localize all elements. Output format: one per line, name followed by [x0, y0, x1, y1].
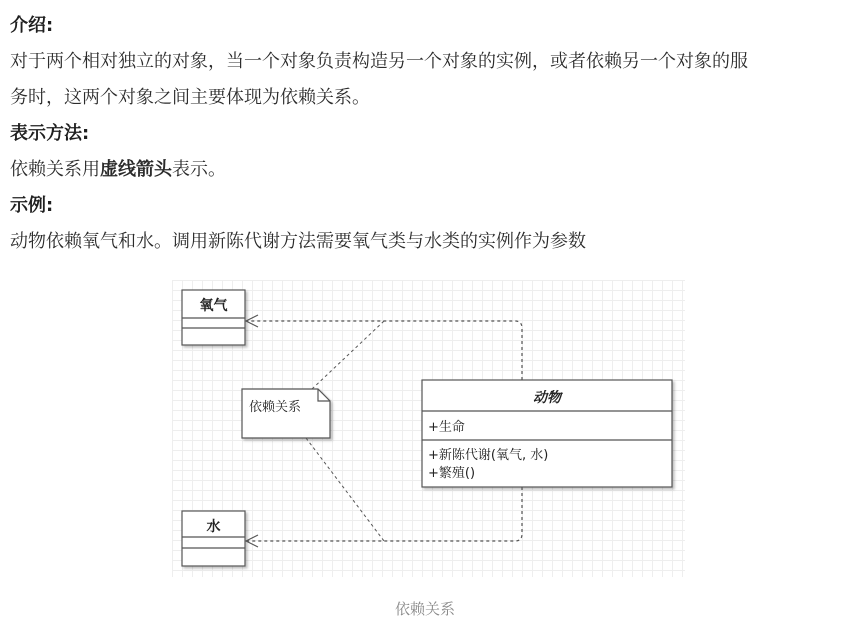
article-text — [10, 8, 840, 260]
animal-attribute: +生命 — [428, 420, 465, 435]
example-heading: 示例: — [10, 195, 54, 216]
example-text: 动物依赖氧气和水。调用新陈代谢方法需要氧气类与水类的实例作为参数 — [10, 231, 586, 252]
notation-prefix: 依赖关系用 — [10, 159, 100, 180]
oxygen-class-name: 氧气 — [199, 298, 228, 314]
diagram-caption: 依赖关系 — [394, 600, 455, 618]
notation-text — [10, 152, 840, 188]
note-text: 依赖关系 — [249, 400, 302, 415]
intro-heading: 介绍: — [10, 15, 54, 36]
notation-bold: 虚线箭头 — [100, 159, 172, 180]
water-class-name: 水 — [206, 519, 221, 535]
dependency-arrow-water — [246, 487, 522, 541]
notation-suffix: 表示。 — [172, 159, 226, 180]
notation-heading: 表示方法: — [10, 123, 90, 144]
animal-class-box — [422, 380, 672, 487]
uml-diagram — [172, 280, 685, 577]
oxygen-class-box — [182, 290, 245, 345]
dependency-note — [242, 389, 330, 438]
note-anchor-bottom — [306, 438, 384, 541]
animal-method-reproduce: +繁殖() — [428, 466, 476, 481]
intro-line-2: 务时，这两个对象之间主要体现为依赖关系。 — [10, 87, 370, 108]
dependency-arrow-oxygen — [246, 321, 522, 380]
water-class-box — [182, 511, 245, 566]
animal-method-metabolism: +新陈代谢(氧气, 水) — [428, 448, 549, 463]
uml-svg — [172, 280, 685, 577]
note-anchor-top — [312, 321, 384, 389]
intro-line-1: 对于两个相对独立的对象，当一个对象负责构造另一个对象的实例，或者依赖另一个对象的服 — [10, 51, 748, 72]
animal-class-name: 动物 — [533, 390, 561, 406]
